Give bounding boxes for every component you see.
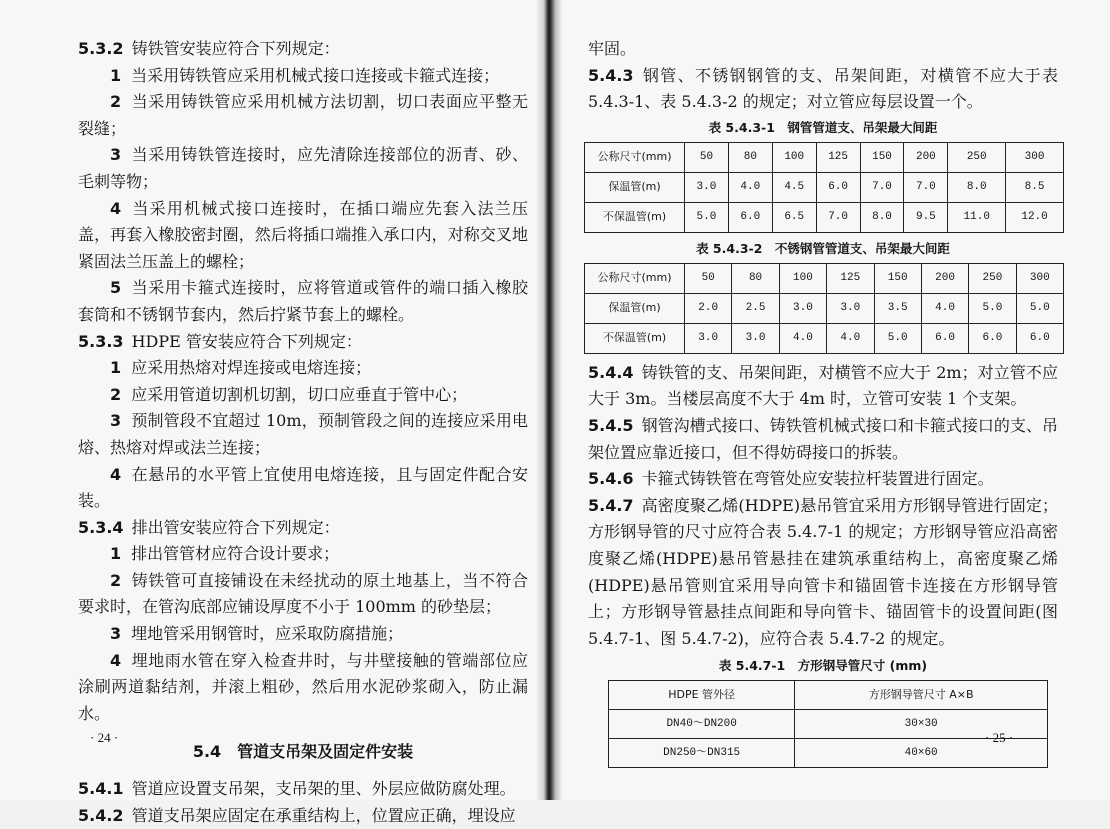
- item-text: 排出管管材应符合设计要求；: [131, 544, 340, 564]
- item-text: 当采用卡箍式连接时，应将管道或管件的端口插入橡胶套筒和不锈钢节套内，然后拧紧节套上的螺栓。: [78, 278, 528, 324]
- continuation-text: 牢固。: [588, 39, 637, 58]
- item-text: 在悬吊的水平管上宜使用电熔连接，且与固定件配合安装。: [78, 464, 528, 511]
- clause-text: 卡箍式铸铁管在弯管处应安装拉杆装置进行固定。: [641, 469, 994, 489]
- item-text: 铸铁管可直接铺设在未经扰动的原土地基上，当不符合要求时，在管沟底部应铺设厚度不小于 100mm 的砂垫层；: [78, 570, 528, 617]
- table-header-cell: 150: [860, 142, 904, 172]
- list-item: [78, 648, 528, 728]
- table-header-cell: 150: [874, 263, 921, 293]
- table-caption-5-4-7-1: 表 5.4.7-1 方形钢导管尺寸 (mm): [718, 658, 928, 674]
- item-text: 应采用热熔对焊连接或电熔连接；: [131, 358, 372, 378]
- table-cell: 11.0: [948, 202, 1006, 232]
- clause-text: 管道支吊架应固定在承重结构上，位置应正确，埋设应: [131, 805, 516, 825]
- table-header-cell: 方形钢导管尺寸 A×B: [795, 681, 1048, 710]
- table-header-cell: 80: [728, 142, 772, 172]
- section-text: 管道支吊架及固定件安装: [237, 742, 414, 762]
- clause-text: 铸铁管安装应符合下列规定：: [131, 39, 340, 58]
- table-cell: 7.0: [904, 172, 948, 202]
- item-number: 2: [110, 92, 122, 112]
- table-row: [585, 172, 1064, 202]
- table-row: [609, 710, 1048, 739]
- item-text: 应采用管道切割机切割，切口应垂直于管中心；: [131, 384, 468, 404]
- item-text: 埋地管采用钢管时，应采取防腐措施；: [131, 624, 404, 644]
- table-cell: 8.5: [1006, 172, 1064, 202]
- table-header-cell: 50: [685, 142, 729, 172]
- list-item: [78, 568, 528, 621]
- table-cell: 6.0: [816, 172, 860, 202]
- clause-paragraph: [588, 466, 1058, 493]
- clause-paragraph: [78, 329, 528, 356]
- list-item: [78, 541, 528, 568]
- table-cell: DN40～DN200: [609, 710, 795, 739]
- table-cell: 6.0: [969, 323, 1016, 353]
- table-cell: 6.0: [728, 202, 772, 232]
- item-number: 1: [110, 65, 122, 85]
- table-row: [585, 202, 1064, 232]
- table-cell: 4.0: [827, 323, 874, 353]
- table-cell: 3.0: [827, 293, 874, 323]
- table-header-cell: 125: [816, 142, 860, 172]
- table-cell: 2.0: [685, 293, 732, 323]
- table-caption-5-4-3-2: 表 5.4.3-2 不锈钢管管道支、吊架最大间距: [696, 240, 950, 256]
- table-header-row: [585, 142, 1064, 172]
- table-cell: 4.0: [921, 293, 968, 323]
- table-header-cell: 300: [1016, 263, 1063, 293]
- list-item: [78, 355, 528, 382]
- clause-paragraph: [588, 413, 1058, 466]
- right-page-text: [588, 36, 1058, 768]
- table-header-cell: 公称尺寸(mm): [585, 263, 685, 293]
- clause-paragraph: [78, 36, 528, 63]
- table-5-4-7-1: [608, 680, 1048, 768]
- clause-number: 5.3.3: [78, 331, 124, 351]
- clause-number: 5.4.3: [588, 65, 634, 85]
- item-text: 当采用铸铁管应采用机械式接口连接或卡箍式连接；: [131, 65, 500, 85]
- table-row-label: 不保温管(m): [585, 323, 685, 353]
- table-row: [585, 323, 1064, 353]
- clause-text: 铸铁管的支、吊架间距，对横管不应大于 2m；对立管不应大于 3m。当楼层高度不大于 4m 时，立管可安装 1 个支架。: [588, 362, 1058, 409]
- table-caption-5-4-3-1: 表 5.4.3-1 钢管管道支、吊架最大间距: [708, 119, 938, 135]
- table-cell: 3.0: [779, 293, 826, 323]
- table-cell: 5.0: [685, 202, 729, 232]
- clause-text: 钢管、不锈钢钢管的支、吊架间距，对横管不应大于表 5.4.3-1、表 5.4.3-2 的规定；对立管应每层设置一个。: [588, 65, 1058, 112]
- page-number-right: · 25 ·: [985, 730, 1014, 745]
- item-text: 当采用铸铁管应采用机械方法切割，切口表面应平整无裂缝；: [78, 92, 528, 138]
- table-row-label: 保温管(m): [585, 172, 685, 202]
- table-header-cell: 250: [948, 142, 1006, 172]
- clause-paragraph: [588, 493, 1058, 653]
- table-header-cell: HDPE 管外径: [609, 681, 795, 710]
- table-cell: DN250～DN315: [609, 739, 795, 768]
- table-header-row: [585, 263, 1064, 293]
- table-cell: 2.5: [732, 293, 779, 323]
- item-number: 4: [110, 464, 122, 484]
- table-cell: 9.5: [904, 202, 948, 232]
- item-text: 当采用铸铁管连接时，应先清除连接部位的沥青、砂、毛刺等物；: [78, 145, 528, 191]
- table-cell: 3.0: [732, 323, 779, 353]
- table-header-cell: 100: [779, 263, 826, 293]
- item-text: 埋地雨水管在穿入检查井时，与井壁接触的管端部位应涂刷两道黏结剂，并滚上粗砂，然后用水泥砂浆砌入，防止漏水。: [78, 650, 528, 723]
- item-number: 1: [110, 544, 122, 564]
- left-page-text: [78, 36, 528, 829]
- section-number: 5.4: [192, 742, 222, 762]
- table-header-cell: 50: [685, 263, 732, 293]
- table-cell: 4.0: [779, 323, 826, 353]
- clause-paragraph: [588, 360, 1058, 413]
- list-item: [78, 63, 528, 90]
- item-number: 1: [110, 358, 122, 378]
- table-header-cell: 300: [1006, 142, 1064, 172]
- clause-text: HDPE 管安装应符合下列规定：: [131, 331, 362, 351]
- table-cell: 8.0: [948, 172, 1006, 202]
- table-5-4-3-1: [584, 142, 1064, 233]
- table-row-label: 保温管(m): [585, 293, 685, 323]
- table-cell: 6.0: [1016, 323, 1063, 353]
- item-number: 3: [110, 145, 122, 165]
- clause-number: 5.4.5: [588, 415, 634, 435]
- clause-text: 钢管沟槽式接口、铸铁管机械式接口和卡箍式接口的支、吊架位置应靠近接口，但不得妨碍接口的拆装。: [588, 415, 1058, 462]
- item-number: 3: [110, 411, 122, 431]
- table-cell: 30×30: [795, 710, 1048, 739]
- list-item: [78, 196, 528, 276]
- table-row: [585, 293, 1064, 323]
- table-header-cell: 250: [969, 263, 1016, 293]
- table-header-cell: 公称尺寸(mm): [585, 142, 685, 172]
- table-cell: 4.0: [728, 172, 772, 202]
- table-cell: 5.0: [874, 323, 921, 353]
- book-gutter: [536, 0, 562, 800]
- table-cell: 6.5: [772, 202, 816, 232]
- clause-paragraph: [78, 776, 528, 803]
- table-header-cell: 200: [921, 263, 968, 293]
- item-number: 4: [110, 650, 122, 670]
- item-text: 预制管段不宜超过 10m，预制管段之间的连接应采用电熔、热熔对焊或法兰连接；: [78, 411, 528, 457]
- page-number-left: · 24 ·: [90, 730, 119, 745]
- clause-5-4-3: [588, 63, 1058, 116]
- table-cell: 8.0: [860, 202, 904, 232]
- clause-number: 5.3.4: [78, 517, 124, 537]
- clause-paragraph: [78, 515, 528, 542]
- right-paragraphs: [588, 360, 1058, 653]
- clause-text: 高密度聚乙烯(HDPE)悬吊管宜采用方形钢导管进行固定；方形钢导管的尺寸应符合表 5.4.7-1 的规定；方形钢导管应沿高密度聚乙烯(HDPE)悬吊管悬挂在建筑承重结构上，高密度聚乙烯(HDPE)悬吊管则宜采用导向管卡和锚固管卡连接在方形钢导管上；方形钢导管悬挂点间距和导向管卡、锚固管卡的设置间距(图 5.4.7-1、图 5.4.7-2)，应符合表 5.4.7-2 的规定。: [588, 495, 1058, 648]
- clause-number: 5.4.2: [78, 805, 124, 825]
- table-header-cell: 100: [772, 142, 816, 172]
- table-cell: 5.0: [969, 293, 1016, 323]
- table-header-cell: 200: [904, 142, 948, 172]
- item-number: 2: [110, 570, 122, 590]
- clause-number: 5.4.6: [588, 469, 634, 489]
- list-item: [78, 621, 528, 648]
- table-cell: 12.0: [1006, 202, 1064, 232]
- item-number: 5: [110, 278, 122, 298]
- table-cell: 7.0: [860, 172, 904, 202]
- list-item: [78, 382, 528, 409]
- item-number: 4: [110, 198, 122, 218]
- item-number: 3: [110, 624, 122, 644]
- clause-text: 排出管安装应符合下列规定：: [131, 517, 340, 537]
- table-cell: 3.5: [874, 293, 921, 323]
- table-cell: 4.5: [772, 172, 816, 202]
- table-header-cell: 80: [732, 263, 779, 293]
- table-row: [609, 739, 1048, 768]
- table-cell: 6.0: [921, 323, 968, 353]
- table-header-row: [609, 681, 1048, 710]
- clause-paragraph: [78, 803, 528, 829]
- clause-number: 5.4.4: [588, 362, 634, 382]
- table-cell: 7.0: [816, 202, 860, 232]
- section-title: [78, 739, 528, 766]
- table-row-label: 不保温管(m): [585, 202, 685, 232]
- item-number: 2: [110, 384, 122, 404]
- clause-number: 5.4.7: [588, 495, 634, 515]
- clause-number: 5.3.2: [78, 39, 124, 58]
- table-cell: 3.0: [685, 323, 732, 353]
- item-text: 当采用机械式接口连接时，在插口端应先套入法兰压盖，再套入橡胶密封圈，然后将插口端推入承口内，对称交叉地紧固法兰压盖上的螺栓；: [78, 198, 528, 271]
- list-item: [78, 408, 528, 461]
- list-item: [78, 89, 528, 142]
- clause-number: 5.4.1: [78, 779, 124, 799]
- clause-text: 管道应设置支吊架，支吊架的里、外层应做防腐处理。: [131, 779, 516, 799]
- list-item: [78, 462, 528, 515]
- list-item: [78, 142, 528, 195]
- table-header-cell: 125: [827, 263, 874, 293]
- table-5-4-3-2: [584, 263, 1064, 354]
- table-cell: 40×60: [795, 739, 1048, 768]
- table-cell: 5.0: [1016, 293, 1063, 323]
- list-item: [78, 275, 528, 328]
- table-cell: 3.0: [685, 172, 729, 202]
